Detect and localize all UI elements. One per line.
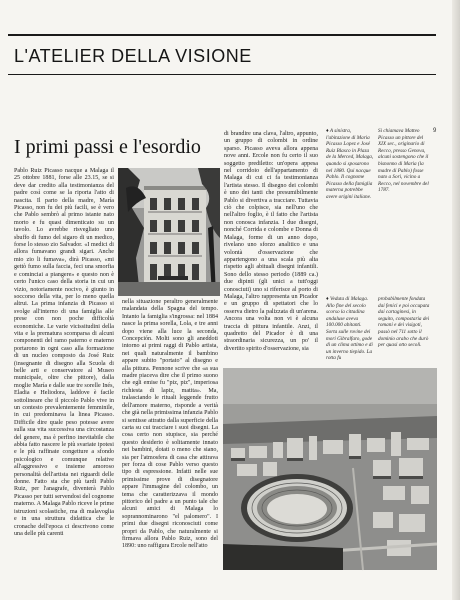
header-bottom-rule [8,74,436,75]
body-column-1: Pablo Ruiz Picasso nacque a Malaga il 25 ottobre 1881, forse alle 23.15, se si deve dar credito alla testimonianza del padre così come se la riporta l'atto di nascita. Il parto della madre, María Picasso, non fu dei più facili, se è vero che Pablo sembrò al primo istante nato morto e fu quasi dimenticato su un tavolo. Lo avrebbe risvegliato uno sbuffo di fumo del sigaro di un medico, forse lo stesso zio Salvador. «I medici di allora fumavano grandi sigari. Anche mio zio li fumava», dirà Picasso, «mi gettò fumo sulla faccia, feci una smorfia e cominciai a piangere» e questo non è certo l'unico caso della storia in cui un vizio, notoriamente nocivo, è giunto in soccorso della vita, per lo meno quella altrui. La prima infanzia di Picasso si svolge all'interno di una famiglia alle prese con non poche difficoltà economiche. Le varie vicissitudini della vita e la prematura scomparsa di alcuni componenti del ramo paterno e materno portarono in ogni caso alla formazione di un nucleo composto da José Ruiz (insegnante di disegno alla Scuola di belle arti e conservatore al Museo municipale, oltre che pittore), dalla moglie María e dalle sue tre sorelle Inés, Eladia e Heliodora, laddove è facile sottolineare che il piccolo Pablo vive in un contesto prevalentemente femminile, in cui predominava la linea Picasso. Difficile dire quale peso potesse avere sulla sua vita successiva una circostanza del genere, ma è perfino inevitabile che abbia fatto nascere le più svariate ipotesi e le più raffinate congetture a sfondo psicologico e comunque relative all'aggressivo e insieme amoroso personalità dell'artista nei riguardi delle donne. Fatto sta che più tardi Pablo Ruiz, per l'anagrafe, diventerà Pablo Picasso per tutti servendosi del cognome materno. A Malaga Pablo riceve le prime istruzioni scolastiche, ma di malavoglia e in una struttura didattica che le cronache dell'epoca ci descrivono come una delle più carenti [14,168,115,537]
caption-malaga-1: ♦ Veduta di Malaga. Allo fine del secolo scorso la cittadina andaluse aveva 100.000 abitanti. Sorta sulle rovine dei mori Gibralfaro, gode di un clima ottimo e di un inverno tiepido. La rotta fu [326,296,373,362]
malaga-aerial-photo [223,368,437,570]
caption-house-2: Si chiamava Matteo Picasso un pittore del XIX sec., originario di Recco, presso Genova, alcuni sostengono che il bisnonno di Maria (la madre di Pablo) fosse nato a Sori, vicino a Recco, nel novembre del 1787. [378,128,429,194]
body-column-3: di brandire una clava, l'altro, appunto, un gruppo di colombi in ordine sparso. Picasso aveva allora appena nove anni. Ercole non fu certo il suo soggetto prediletto: un'opera appesa nel corridoio dell'appartamento di Malaga di cui ci fa testimonianza l'artista stesso. Il disegno dei colombi è uno dei tanti che presumibilmente Pablo si divertiva a tracciare. Tuttavia ciò che colpisce, sia nell'uno che nell'altro foglio, è il fatto che l'artista non conosca infanzia. I due disegni, nonché Corrida e colombe e Donna di Malaga, forme di un anno dopo, rivelano uno sforzo analitico e una volontà d'osservazione che appartengono a una scala più alta rispetto agli abituali disegni infantili. Sono dello stesso periodo (1889 ca.) due dipinti (gli unici a tutt'oggi conosciuti) uno si riferisce al porto di Malaga, l'altro rappresenta un Picador e un gruppo di spettatori che lo osserva dietro la palizzata di un'arena. Ancora una volta non vi è alcuna traccia di pittura infantile. Anzi, il quadretto del Picador è di una straordinaria sicurezza, un po' il divertito spirito d'osservazione, sia [224,131,318,352]
caption-house-1: ♦ A sinistra, l'abitazione di Maria Picasso Lopez e José Ruiz Blasco in Plaza de la Merced, Malaga, quando si sposarono nel 1880. Qui nacque Pablo. Il cognome Picasso della famiglia materna potrebbe avere origini italiane. [326,128,374,200]
house-photo [118,168,220,296]
header-top-rule [8,34,436,36]
page-edge [452,0,460,600]
caption-malaga-2: probabilmente fondata dai fenici e poi occupata dai cartaginesi, in seguito, compostaria dei romani e dei visigoti, passò nel 711 sotto il dominio arabo che durò per quasi otto secoli. [378,296,430,349]
section-title: I primi passi e l'esordio [14,136,201,158]
body-column-2: nella situazione peraltro generalmente malandata della Spagna del tempo. Intanto la famiglia s'ingrossa: nel 1884 nasce la prima sorella, Lola, e tre anni dopo viene alla luce la seconda, Concepción. Molti sono gli aneddoti intorno ai primi raggi di Pablo artista, nei quali naturalmente il bambino appare subito "portato" al disegno e alla pittura. Pennone scrive che «a sua madre piaceva dire che il primo suono che egli emise fu "piz, piz", imperiosa richiesta di lapiz, matita». Ma, tralasciando le rituali leggende frutto dell'amore materno, risponde a verità che già nella primissima infanzia Pablo si sentisse attratto dalla superficie della carta su cui tracciare i suoi disegni. La cosa certo non stupisce, sia perché questo desiderio è solitamente innato nei bambini, dotati o meno che siano, sia per l'atmosfera di casa che attirava per forza di cose Pablo verso questo tipo di espressione. Infatti nelle sue primissime prove di disegnatore appare l'immagine del colombo, un tema che caratterizzava il mondo pittorico del padre a un punto tale che alcuni amici di Malaga lo soprannominarono "el palomero". I primi due disegni riconosciuti come propri da Pablo, che naturalmente si firmava allora Pablo Ruiz, sono del 1890: uno raffigura Ercole nell'atto [122,299,218,550]
header-title: L'ATELIER DELLA VISIONE [14,46,252,66]
page-number: 9 [433,128,437,134]
